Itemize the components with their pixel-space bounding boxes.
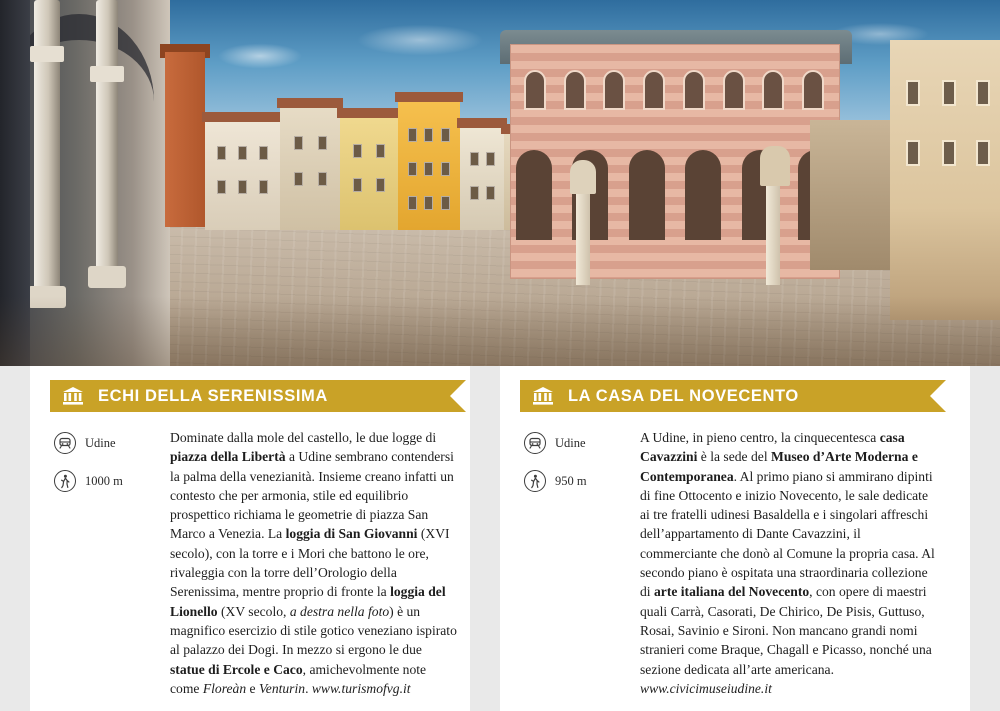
card-echi-della-serenissima xyxy=(30,366,470,711)
walking-icon xyxy=(54,470,76,492)
museum-bank-icon xyxy=(60,384,86,408)
townhouse-yellow xyxy=(398,100,460,230)
arcade-column xyxy=(34,0,60,290)
meta-station-label: Udine xyxy=(555,435,586,450)
meta-distance-label: 1000 m xyxy=(85,473,123,488)
right-building xyxy=(890,40,1000,320)
meta-distance-label: 950 m xyxy=(555,473,587,488)
column-capital xyxy=(30,46,64,62)
townhouse xyxy=(340,116,398,230)
card-body: Dominate dalla mole del castello, le due logge di piazza della Libertà a Udine sembrano contendersi la palma della venezianità. Insieme creano infatti un contesto che per armonia, stile ed equilibrio prospettico richiama le geometrie di piazza San Marco a Venezia. La loggia di San Giovanni (XVI secolo), con la torre e i Mori che battono le ore, rivaleggia con la torre dell’Orologio della Serenissima, mentre proprio di fronte la loggia del Lionello (XV secolo, a destra nella foto) è un magnifico esercizio di stile gotico veneziano ispirato al palazzo dei Dogi. In mezzo si ergono le due statue di Ercole e Caco, amichevolmente note come Floreàn e Venturin. www.turismofvg.it xyxy=(170,430,457,696)
foreground-shadow xyxy=(0,296,1000,366)
card-title: LA CASA DEL NOVECENTO xyxy=(568,386,799,405)
train-icon xyxy=(54,432,76,454)
townhouse xyxy=(280,106,340,230)
museum-bank-icon xyxy=(530,384,556,408)
loggia-upper-windows xyxy=(524,70,824,110)
statue-hercules xyxy=(570,160,596,194)
card-la-casa-del-novecento xyxy=(500,366,970,711)
statue-column xyxy=(576,190,590,285)
train-icon xyxy=(524,432,546,454)
card-meta xyxy=(524,432,644,508)
meta-row-station xyxy=(54,432,174,454)
column-base xyxy=(88,266,126,288)
card-title: ECHI DELLA SERENISSIMA xyxy=(98,386,328,405)
right-margin-strip xyxy=(970,366,1000,711)
info-panel xyxy=(0,366,1000,711)
center-margin-strip xyxy=(470,366,500,711)
card-banner xyxy=(50,380,450,412)
meta-row-distance xyxy=(524,470,644,492)
townhouse xyxy=(460,126,504,230)
walking-icon xyxy=(524,470,546,492)
left-margin-strip xyxy=(0,366,30,711)
meta-row-station xyxy=(524,432,644,454)
card-body: A Udine, in pieno centro, la cinquecentesca casa Cavazzini è la sede del Museo d’Arte Moderna e Contemporanea. Al primo piano si ammirano dipinti di fine Ottocento e inizio Novecento, le sale dedicate ai tre fratelli udinesi Basaldella e i singolari affreschi dell’appartamento di Dante Cavazzini, il commerciante che donò al Comune la propria casa. Al secondo piano è ospitata una straordinaria collezione di arte italiana del Novecento, con opere di maestri quali Carrà, Casorati, De Chirico, De Pisis, Guttuso, Rosai, Savinio e Sironi. Non mancano grandi nomi stranieri come Braque, Chagall e Picasso, nonché una sezione dedicata all’arte americana. www.civicimuseiudine.it xyxy=(640,430,935,696)
clock-tower xyxy=(165,52,205,227)
statue-column xyxy=(766,180,780,285)
meta-row-distance xyxy=(54,470,174,492)
card-meta xyxy=(54,432,174,508)
townhouse xyxy=(205,120,280,230)
meta-station-label: Udine xyxy=(85,435,116,450)
card-banner xyxy=(520,380,930,412)
arcade-column xyxy=(96,0,118,270)
statue-cacus xyxy=(760,146,790,186)
column-capital xyxy=(90,66,124,82)
